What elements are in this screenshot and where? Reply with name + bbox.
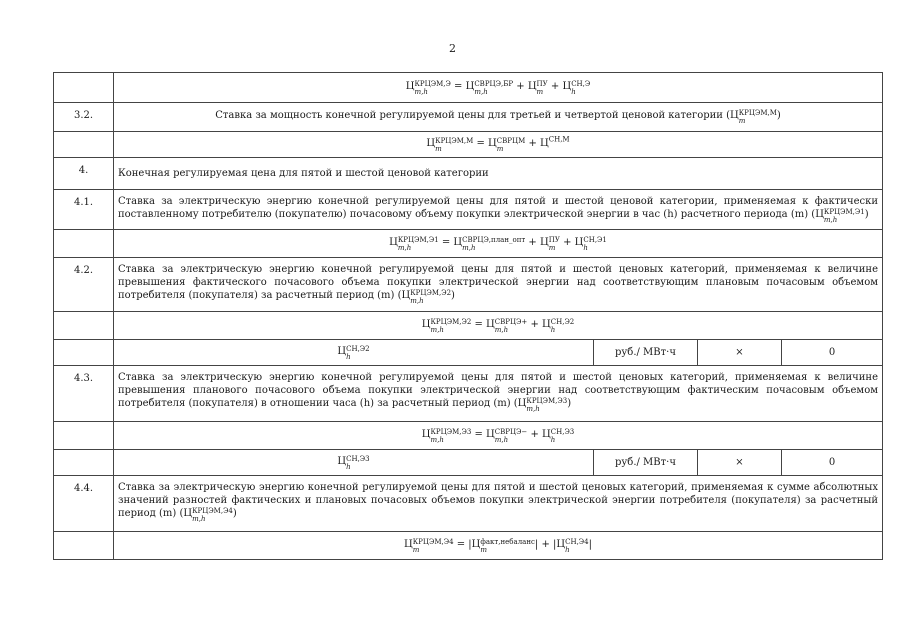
formula-row-e4 (54, 532, 883, 560)
row-text: Ставка за мощность конечной регулируемой цены для третьей и четвертой ценовой категории (Ц КРЦЭМ,М m ) (114, 103, 883, 132)
row-text: Ставка за электрическую энергию конечной регулируемой цены для пятой и шестой ценовых категорий, применяемая к величине превышения планового почасового объема покупки электрической энергии над соответствующим фактическим почасовым объемом потребителя (покупателя) в отношении часа (h) за расчетный период (m) (Ц КРЦЭМ,Э3 m,h ) (114, 366, 883, 422)
value-number: 0 (782, 340, 883, 366)
value-row-e2 (54, 340, 883, 366)
value-unit: руб./ МВт·ч (594, 340, 698, 366)
formula: Ц КРЦЭМ,Э1 m,h = Ц СВРЦЭ,план_опт m,h + Ц ПУ m + Ц СН,Э1 h (114, 230, 883, 258)
row-number: 3.2. (54, 103, 114, 132)
formula: Ц КРЦЭМ,М m = Ц СВРЦМ m + $Ц^{СН,М}$ (114, 132, 883, 158)
value-mark: × (698, 340, 782, 366)
value-number: 0 (782, 450, 883, 476)
row-text: Ставка за электрическую энергию конечной регулируемой цены для пятой и шестой ценовой категории, применяемая к фактически поставленному потребителю (покупателю) почасовому объему покупки электрической энергии в час (h) расчетного периода (m) (Ц КРЦЭМ,Э1 m,h ) (114, 190, 883, 230)
row-number: 4. (54, 158, 114, 190)
row-text: Конечная регулируемая цена для пятой и шестой ценовой категории (114, 158, 883, 190)
row-3-2 (54, 103, 883, 132)
page-number: 2 (449, 42, 456, 55)
value-label: Ц СН,Э2 h (114, 340, 594, 366)
row-number: 4.4. (54, 476, 114, 532)
value-mark: × (698, 450, 782, 476)
row-4-4 (54, 476, 883, 532)
value-unit: руб./ МВт·ч (594, 450, 698, 476)
formula: Ц КРЦЭМ,Э3 m,h = Ц СВРЦЭ− m,h + Ц СН,Э3 h (114, 422, 883, 450)
row-text: Ставка за электрическую энергию конечной регулируемой цены для пятой и шестой ценовых категорий, применяемая к сумме абсолютных значений разностей фактических и плановых почасовых объемов покупки электрической энергии потребителя (покупателя) за расчетный период (m) (Ц КРЦЭМ,Э4 m,h ) (114, 476, 883, 532)
row-4 (54, 158, 883, 190)
formula: Ц КРЦЭМ,Э2 m,h = Ц СВРЦЭ+ m,h + Ц СН,Э2 h (114, 312, 883, 340)
tariff-table (53, 72, 883, 560)
formula-row-e1 (54, 230, 883, 258)
row-text: Ставка за электрическую энергию конечной регулируемой цены для пятой и шестой ценовых категорий, применяемая к величине превышения фактического почасового объема покупки электрической энергии над соответствующим плановым почасовым объемом потребителя (покупателя) за расчетный период (m) (Ц КРЦЭМ,Э2 m,h ) (114, 258, 883, 312)
row-number: 4.3. (54, 366, 114, 422)
formula-row-e2 (54, 312, 883, 340)
row-4-3 (54, 366, 883, 422)
formula-row-e3 (54, 422, 883, 450)
formula: Ц КРЦЭМ,Э m,h = Ц СВРЦЭ,БР m,h + Ц ПУ m + Ц СН,Э h (114, 73, 883, 103)
row-number: 4.1. (54, 190, 114, 230)
row-4-1 (54, 190, 883, 230)
value-label: Ц СН,Э3 h (114, 450, 594, 476)
formula-row-e (54, 73, 883, 103)
formula-row-m (54, 132, 883, 158)
formula: Ц КРЦЭМ,Э4 m = |Ц факт,небаланс m | + |Ц СН,Э4 h | (114, 532, 883, 560)
row-number: 4.2. (54, 258, 114, 312)
value-row-e3 (54, 450, 883, 476)
row-4-2 (54, 258, 883, 312)
